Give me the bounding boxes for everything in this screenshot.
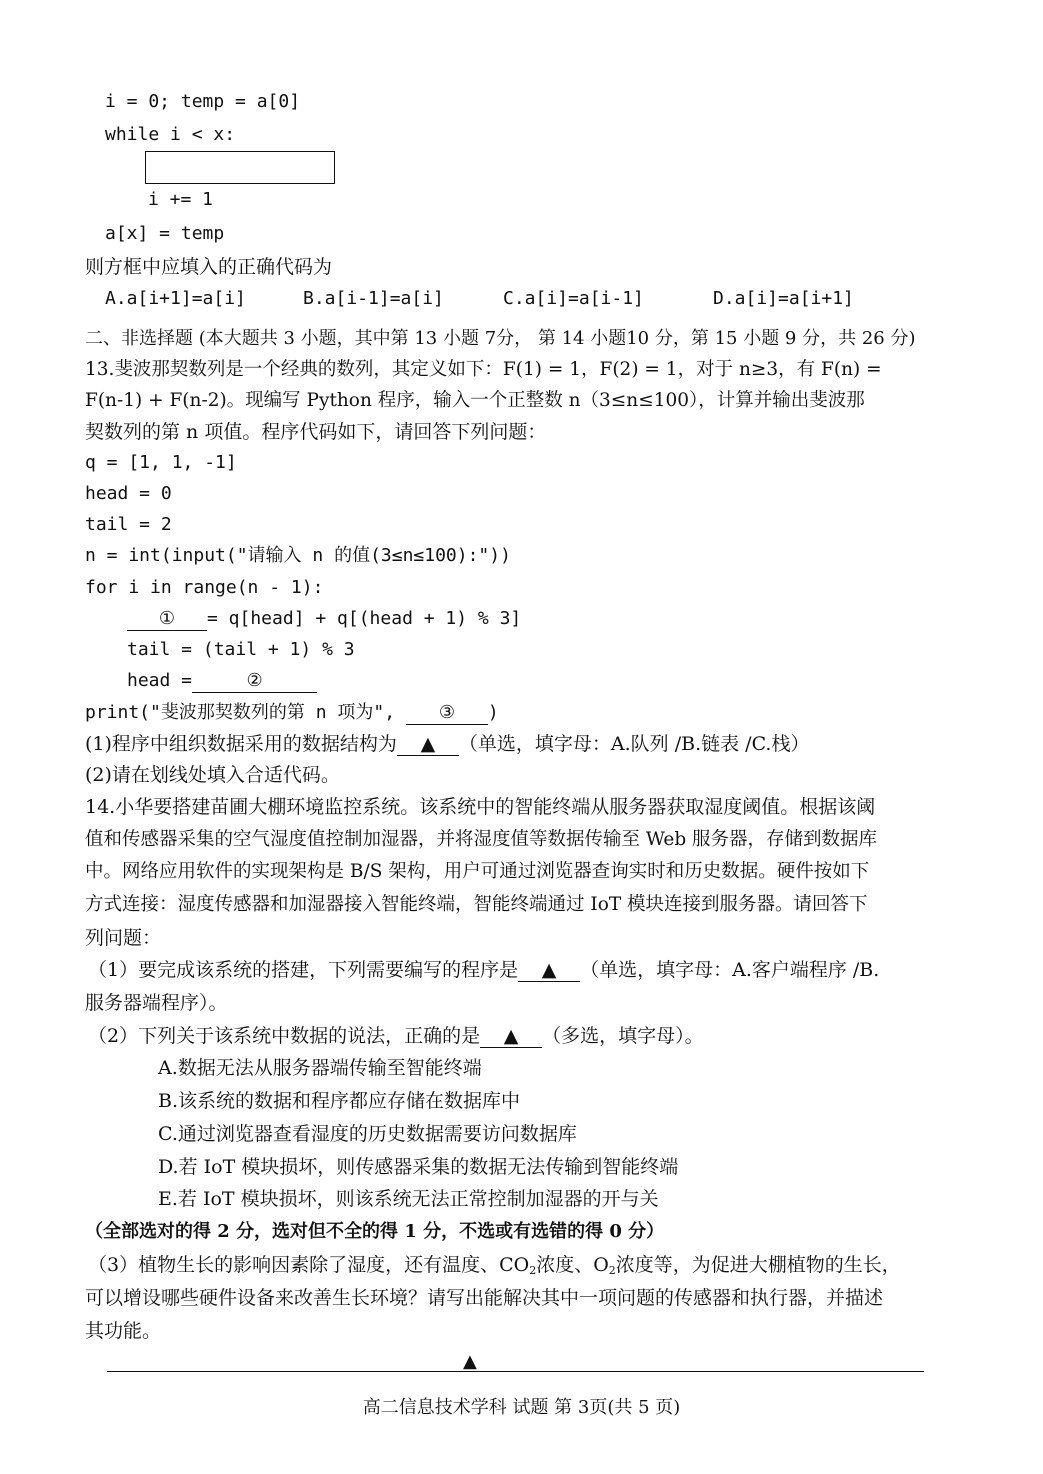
q12-answer-box bbox=[145, 151, 335, 184]
page-footer: 高二信息技术学科 试题 第 3页(共 5 页) bbox=[362, 1397, 681, 1418]
blank-2: ② bbox=[192, 670, 317, 693]
section-heading: 二、非选择题 (本大题共 3 小题，其中第 13 小题 7分， 第 14 小题10 分，第 15 小题 9 分，共 26 分) bbox=[85, 328, 916, 349]
q12-option-c: C.a[i]=a[i-1] bbox=[503, 288, 644, 309]
q13-sub1-note: （单选，填字母：A.队列 /B.链表 /C.栈） bbox=[458, 733, 810, 755]
q14-sub2-text: （2）下列关于该系统中数据的说法，正确的是 bbox=[88, 1025, 481, 1047]
q14-option-d: D.若 IoT 模块损坏，则传感器采集的数据无法传输到智能终端 bbox=[158, 1156, 679, 1178]
answer-line bbox=[107, 1371, 924, 1372]
q12-prompt: 则方框中应填入的正确代码为 bbox=[85, 256, 333, 278]
q14-sub2-note: （多选，填字母）。 bbox=[542, 1025, 704, 1047]
q13-code-text: = q[head] + q[(head + 1) % 3] bbox=[207, 608, 522, 629]
q12-code-line: i += 1 bbox=[148, 189, 214, 210]
o2-subscript: 2 bbox=[608, 1264, 616, 1277]
q12-code-line: i = 0; temp = a[0] bbox=[105, 91, 301, 112]
q13-sub2: (2)请在划线处填入合适代码。 bbox=[85, 764, 340, 786]
q14-sub3-text: 浓度等，为促进大棚植物的生长， bbox=[615, 1254, 901, 1276]
q14-sub1-note: （单选，填字母：A.客户端程序 /B. bbox=[580, 959, 880, 981]
answer-triangle: ▲ bbox=[397, 733, 459, 756]
q14-sub1-text: （1）要完成该系统的搭建，下列需要编写的程序是 bbox=[88, 959, 519, 981]
q13-text-line: 契数列的第 n 项值。程序代码如下，请回答下列问题： bbox=[85, 421, 547, 443]
q14-sub3-text: （3）植物生长的影响因素除了湿度，还有温度、CO bbox=[88, 1254, 530, 1276]
answer-triangle: ▲ bbox=[518, 959, 580, 982]
q13-code-line bbox=[85, 701, 499, 725]
q14-sub2 bbox=[88, 1024, 704, 1048]
q13-code-line: tail = 2 bbox=[85, 514, 172, 535]
q13-code-line bbox=[127, 607, 521, 631]
q14-sub3-cont: 其功能。 bbox=[85, 1320, 162, 1342]
q12-option-a: A.a[i+1]=a[i] bbox=[105, 288, 246, 309]
co2-subscript: 2 bbox=[529, 1264, 537, 1277]
q14-option-e: E.若 IoT 模块损坏，则该系统无法正常控制加湿器的开与关 bbox=[158, 1188, 659, 1210]
answer-triangle-mark: ▲ bbox=[463, 1351, 477, 1372]
q12-option-b: B.a[i-1]=a[i] bbox=[303, 288, 444, 309]
blank-3: ③ bbox=[406, 702, 488, 725]
q14-text-line: 方式连接：湿度传感器和加湿器接入智能终端，智能终端通过 IoT 模块连接到服务器。请回答下 bbox=[85, 894, 868, 915]
blank-1: ① bbox=[127, 608, 207, 631]
answer-triangle: ▲ bbox=[480, 1025, 542, 1048]
q12-code-line: while i < x: bbox=[105, 124, 236, 145]
q13-code-line: n = int(input("请输入 n 的值(3≤n≤100):")) bbox=[85, 545, 511, 566]
q14-option-c: C.通过浏览器查看湿度的历史数据需要访问数据库 bbox=[158, 1123, 577, 1145]
q13-code-line: for i in range(n - 1): bbox=[85, 577, 324, 598]
q13-code-text: head = bbox=[127, 670, 193, 691]
q12-code-line: a[x] = temp bbox=[105, 223, 225, 244]
q14-text-line: 值和传感器采集的空气湿度值控制加湿器，并将湿度值等数据传输至 Web 服务器，存储到数据库 bbox=[85, 829, 878, 850]
q14-scoring-note: （全部选对的得 2 分，选对但不全的得 1 分，不选或有选错的得 0 分） bbox=[85, 1221, 665, 1242]
q13-code-line: head = 0 bbox=[85, 483, 172, 504]
q13-sub1-text: (1)程序中组织数据采用的数据结构为 bbox=[85, 733, 397, 755]
q14-text-line: 列问题： bbox=[85, 927, 162, 949]
q12-option-d: D.a[i]=a[i+1] bbox=[713, 288, 854, 309]
q14-sub1 bbox=[88, 958, 879, 982]
q13-code-line: q = [1, 1, -1] bbox=[85, 452, 237, 473]
q13-sub1 bbox=[85, 732, 809, 756]
q13-code-line bbox=[127, 669, 317, 693]
q13-code-line: tail = (tail + 1) % 3 bbox=[127, 639, 355, 660]
q14-sub3-cont: 可以增设哪些硬件设备来改善生长环境？请写出能解决其中一项问题的传感器和执行器，并描述 bbox=[85, 1287, 884, 1309]
q13-code-text: print("斐波那契数列的第 n 项为", bbox=[85, 702, 406, 723]
q13-code-text: ) bbox=[487, 702, 499, 723]
q14-sub3-text: 浓度、O bbox=[536, 1254, 609, 1276]
q14-sub1-cont: 服务器端程序）。 bbox=[85, 992, 228, 1014]
q14-text-line: 中。网络应用软件的实现架构是 B/S 架构，用户可通过浏览器查询实时和历史数据。硬件按如下 bbox=[85, 861, 870, 882]
q13-text-line: F(n-1) + F(n-2)。现编写 Python 程序，输入一个正整数 n（3≤n≤100），计算并输出斐波那 bbox=[85, 390, 865, 411]
q14-text-line: 14.小华要搭建苗圃大棚环境监控系统。该系统中的智能终端从服务器获取湿度阈值。根据该阈 bbox=[85, 796, 876, 818]
q14-sub3 bbox=[88, 1253, 901, 1283]
q14-option-b: B.该系统的数据和程序都应存储在数据库中 bbox=[158, 1090, 521, 1112]
q13-text-line: 13.斐波那契数列是一个经典的数列，其定义如下：F(1) = 1，F(2) = 1，对于 n≥3，有 F(n) = bbox=[85, 359, 882, 380]
q14-option-a: A.数据无法从服务器端传输至智能终端 bbox=[158, 1057, 482, 1079]
